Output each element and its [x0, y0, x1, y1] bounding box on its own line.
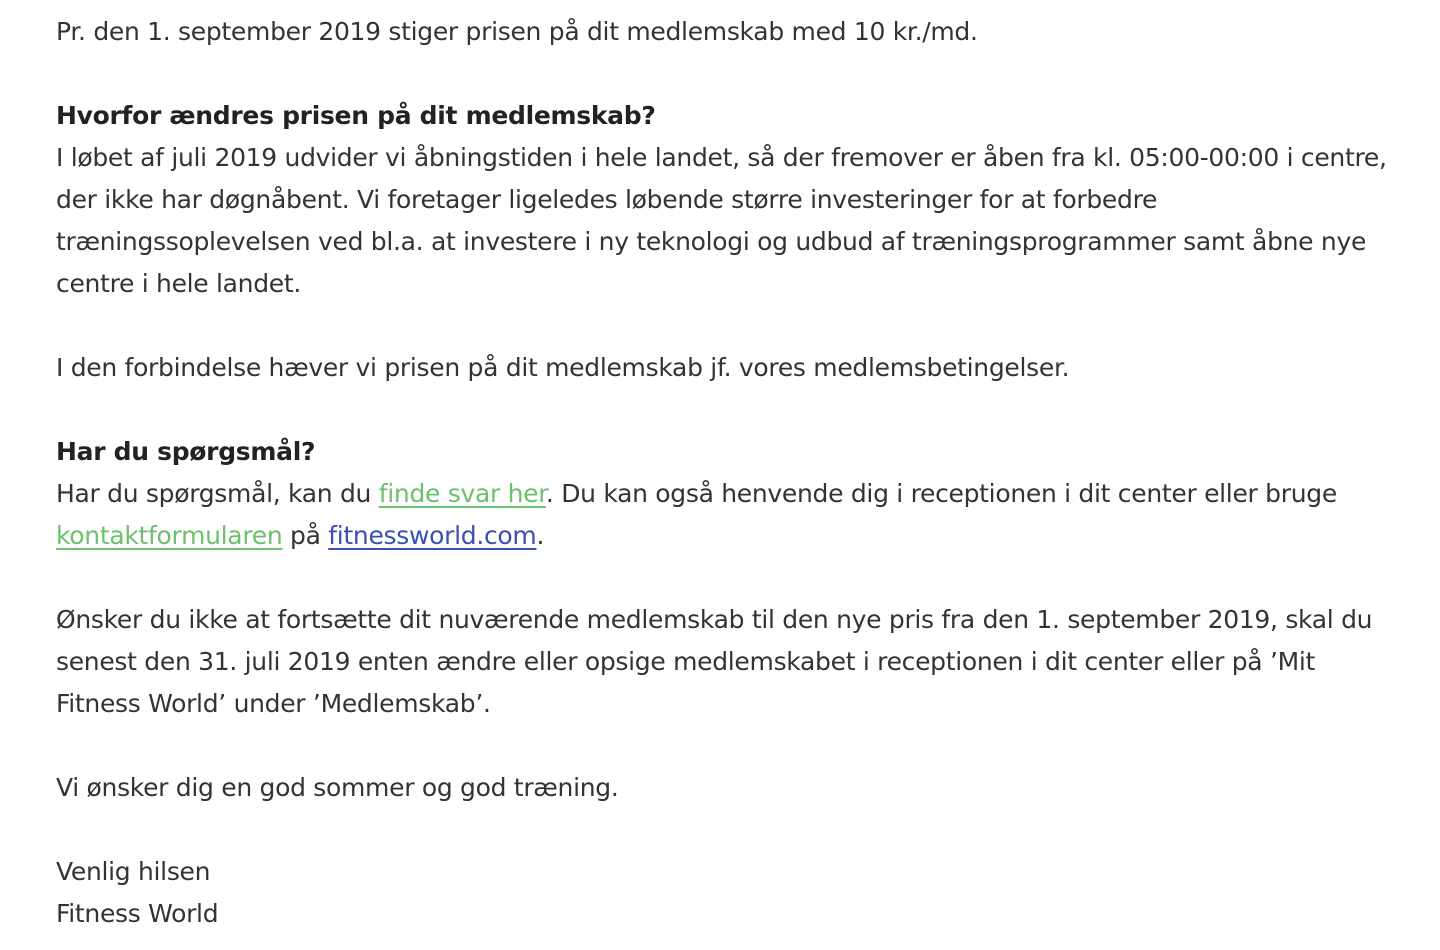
price-raise-paragraph: I den forbindelse hæver vi prisen på dit medlemskab jf. vores medlemsbetingelser.	[56, 353, 1070, 382]
spacer	[56, 389, 1396, 431]
wishes-paragraph: Vi ønsker dig en god sommer og god træning.	[56, 773, 619, 802]
contact-form-link[interactable]: kontaktformularen	[56, 521, 283, 550]
spacer	[56, 725, 1396, 767]
spacer	[56, 809, 1396, 851]
questions-text: Har du spørgsmål, kan du	[56, 479, 379, 508]
find-answers-link[interactable]: finde svar her	[378, 479, 546, 508]
questions-text: . Du kan også henvende dig i receptionen i dit center eller bruge	[545, 479, 1337, 508]
fitnessworld-link[interactable]: fitnessworld.com	[328, 521, 537, 550]
why-heading: Hvorfor ændres prisen på dit medlemskab?	[56, 101, 656, 130]
questions-paragraph	[56, 473, 1396, 557]
questions-text: .	[536, 521, 545, 550]
cancel-info-paragraph: Ønsker du ikke at fortsætte dit nuværende medlemskab til den nye pris fra den 1. september 2019, skal du senest den 31. juli 2019 enten ændre eller opsige medlemskabet i receptionen i dit center eller på ’Mit Fitness World’ under ’Medlemskab’.	[56, 605, 1373, 718]
why-paragraph: I løbet af juli 2019 udvider vi åbningstiden i hele landet, så der fremover er åben fra kl. 05:00-00:00 i centre, der ikke har døgnåbent. Vi foretager ligeledes løbende større investeringer for at forbedre træningssoplevelsen ved bl.a. at investere i ny teknologi og udbud af træningsprogrammer samt åbne nye centre i hele landet.	[56, 143, 1387, 298]
intro-paragraph: Pr. den 1. september 2019 stiger prisen på dit medlemskab med 10 kr./md.	[56, 17, 978, 46]
spacer	[56, 305, 1396, 347]
questions-heading: Har du spørgsmål?	[56, 437, 316, 466]
spacer	[56, 53, 1396, 95]
signoff: Venlig hilsen	[56, 857, 211, 886]
email-body	[56, 11, 1396, 935]
signature: Fitness World	[56, 899, 219, 928]
questions-text: på	[282, 521, 329, 550]
spacer	[56, 557, 1396, 599]
